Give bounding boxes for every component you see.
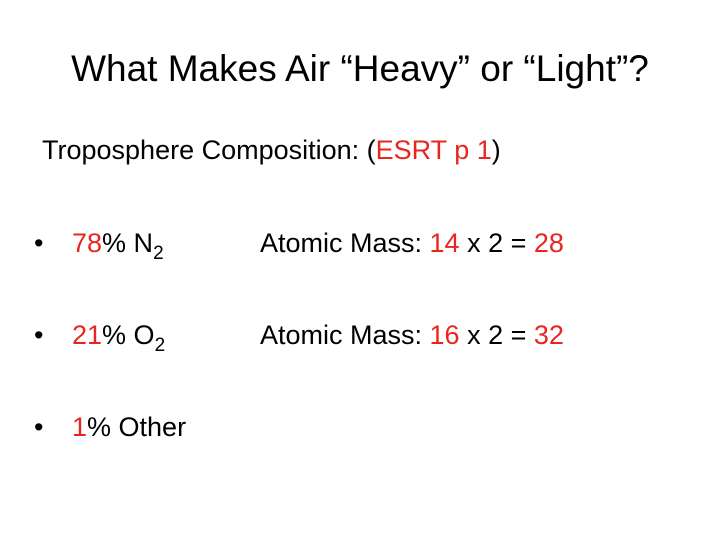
nitrogen-atomic-mass bbox=[260, 226, 564, 260]
nitrogen-mass-result: 28 bbox=[533, 228, 564, 258]
oxygen-atomic-mass bbox=[260, 318, 564, 352]
oxygen-subscript: 2 bbox=[154, 335, 166, 356]
nitrogen-percent: 78 bbox=[72, 228, 103, 258]
atomic-mass-label: Atomic Mass: bbox=[260, 228, 430, 258]
composition-close-paren: ) bbox=[491, 135, 501, 165]
list-item-oxygen bbox=[34, 318, 564, 356]
composition-heading bbox=[42, 133, 501, 167]
nitrogen-formula: % N bbox=[102, 228, 154, 258]
bullet-icon: • bbox=[34, 412, 44, 442]
oxygen-mass-operation: x 2 = bbox=[459, 320, 534, 350]
nitrogen-mass-value: 14 bbox=[429, 228, 460, 258]
oxygen-mass-value: 16 bbox=[429, 320, 460, 350]
esrt-reference: ESRT p 1 bbox=[375, 135, 492, 165]
other-percent: 1 bbox=[72, 412, 88, 442]
oxygen-formula: % O bbox=[102, 320, 155, 350]
atomic-mass-label: Atomic Mass: bbox=[260, 320, 430, 350]
composition-label: Troposphere Composition: ( bbox=[42, 135, 376, 165]
slide-title: What Makes Air “Heavy” or “Light”? bbox=[71, 48, 649, 89]
bullet-icon: • bbox=[34, 228, 44, 258]
bullet-icon: • bbox=[34, 320, 44, 350]
oxygen-mass-result: 32 bbox=[533, 320, 564, 350]
list-item-other bbox=[34, 410, 186, 444]
list-item-nitrogen bbox=[34, 226, 564, 264]
nitrogen-subscript: 2 bbox=[153, 243, 164, 264]
nitrogen-mass-operation: x 2 = bbox=[459, 228, 534, 258]
other-label: % Other bbox=[87, 412, 187, 442]
oxygen-percent: 21 bbox=[72, 320, 103, 350]
